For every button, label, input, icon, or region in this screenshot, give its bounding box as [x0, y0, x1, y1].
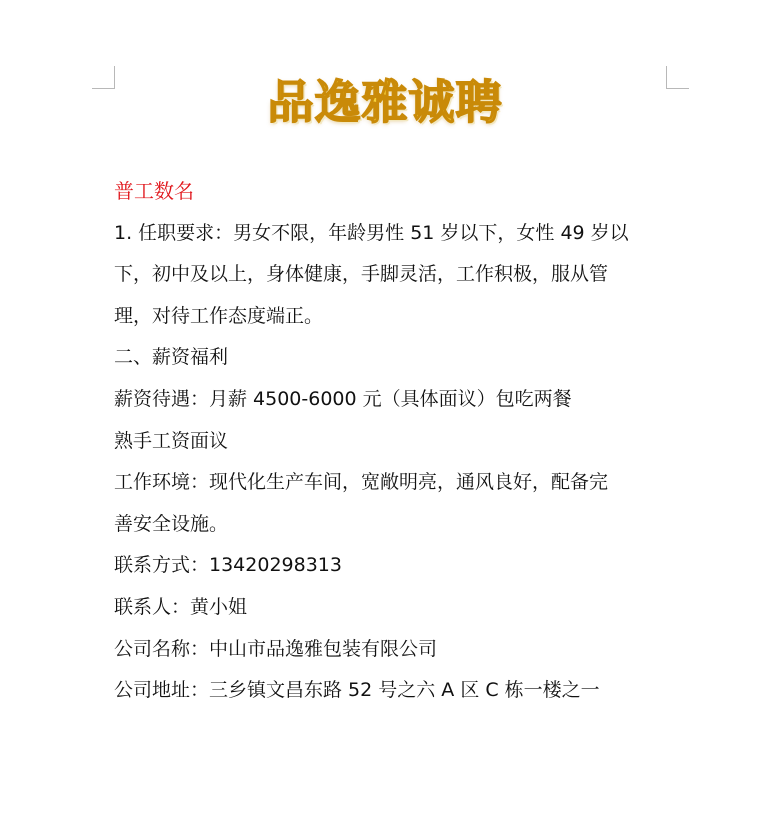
- document-title: 品逸雅诚聘: [267, 75, 503, 129]
- experienced-salary-line: 熟手工资面议: [114, 429, 229, 452]
- section-heading-positions: 普工数名: [114, 179, 194, 203]
- section-heading-salary: 二、薪资福利: [114, 346, 229, 369]
- salary-line: 薪资待遇：月薪 4500-6000 元（具体面议）包吃两餐: [114, 387, 572, 410]
- environment-line-2: 善安全设施。: [114, 512, 229, 535]
- company-address: 公司地址：三乡镇文昌东路 52 号之六 A 区 C 栋一楼之一: [114, 679, 600, 702]
- environment-line-1: 工作环境：现代化生产车间，宽敞明亮，通风良好，配备完: [114, 471, 609, 494]
- requirement-line-1: 1. 任职要求：男女不限，年龄男性 51 岁以下，女性 49 岁以: [114, 221, 629, 244]
- contact-person: 联系人：黄小姐: [114, 595, 248, 618]
- company-name: 公司名称：中山市品逸雅包装有限公司: [114, 637, 438, 660]
- requirement-line-3: 理，对待工作态度端正。: [114, 304, 324, 327]
- contact-phone: 联系方式：13420298313: [114, 554, 342, 577]
- requirement-line-2: 下，初中及以上，身体健康，手脚灵活，工作积极，服从管: [114, 263, 609, 286]
- document-body: [114, 171, 674, 712]
